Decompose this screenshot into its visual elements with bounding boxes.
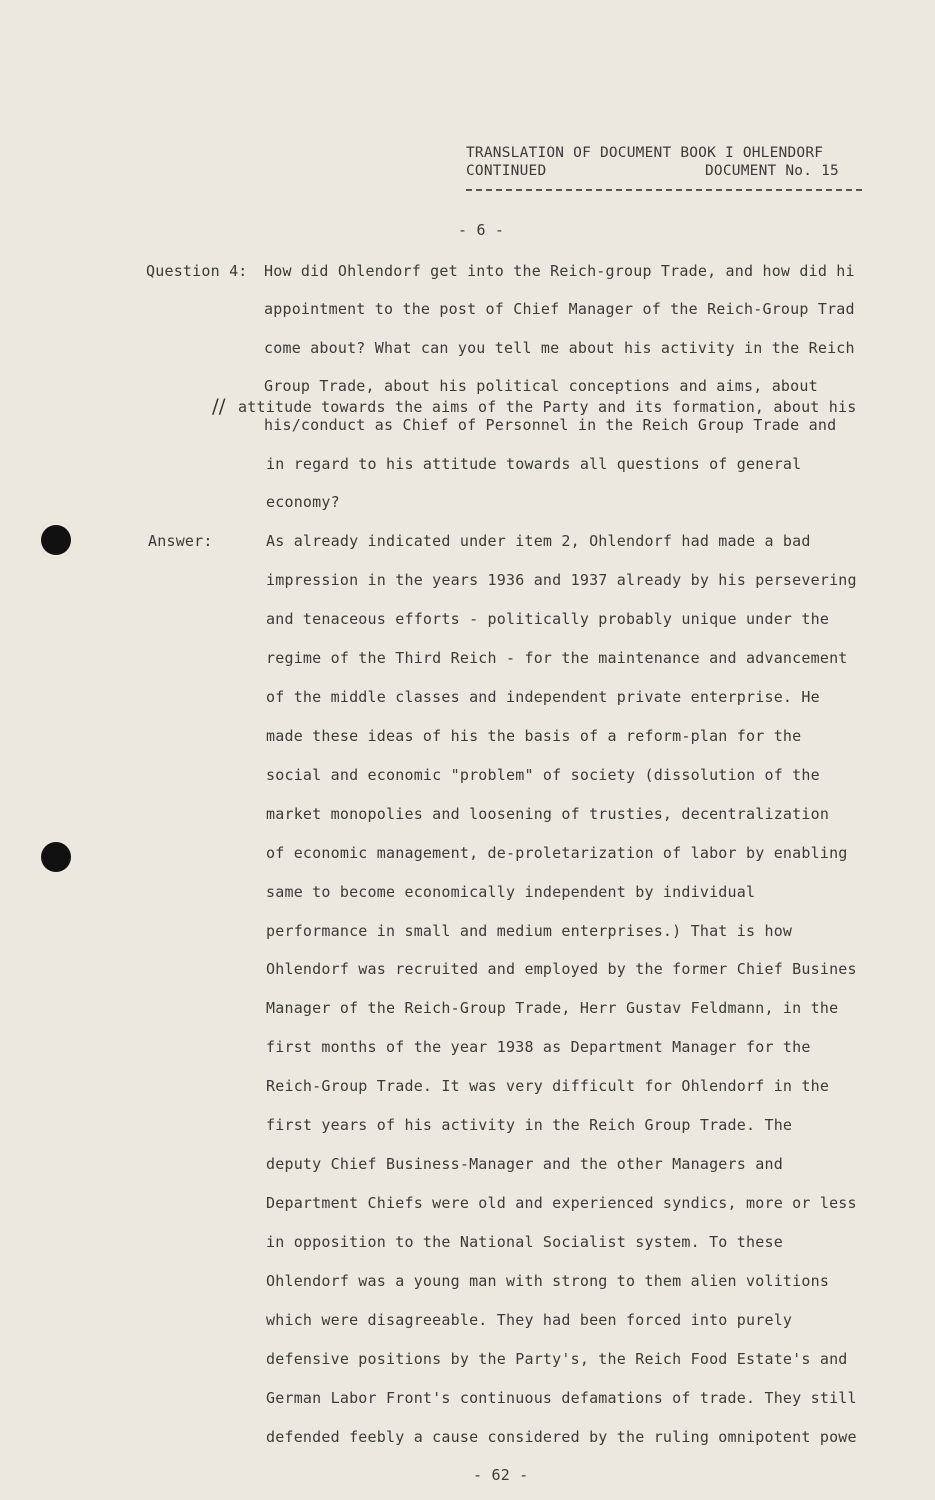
answer-line: defensive positions by the Party's, the Reich Food Estate's and <box>266 1349 848 1368</box>
answer-line: which were disagreeable. They had been forced into purely <box>266 1311 793 1329</box>
answer-line: deputy Chief Business-Manager and the other Managers and <box>266 1155 783 1174</box>
answer-line: and tenaceous efforts - politically probably unique under the <box>266 609 830 628</box>
question-line: Group Trade, about his political conceptions and aims, about <box>264 377 818 395</box>
margin-mark: // <box>212 394 226 418</box>
answer-line: of economic management, de-proletarization of labor by enabling <box>266 843 848 862</box>
answer-line: social and economic "problem" of society (dissolution of the <box>266 765 820 784</box>
answer-line: Reich-Group Trade. It was very difficult for Ohlendorf in the <box>266 1077 830 1096</box>
answer-line: impression in the years 1936 and 1937 already by his persevering <box>266 570 857 589</box>
footer-page-number: - 62 - <box>473 1466 529 1484</box>
answer-line: defended feebly a cause considered by the ruling omnipotent powe <box>266 1427 857 1446</box>
header-continued: CONTINUED <box>466 163 547 179</box>
answer-line: As already indicated under item 2, Ohlendorf had made a bad <box>266 532 811 550</box>
header-document-number: DOCUMENT No. 15 <box>705 163 839 179</box>
answer-line: performance in small and medium enterprises.) That is how <box>266 921 793 940</box>
answer-line: market monopolies and loosening of trusties, decentralization <box>266 804 830 823</box>
question-line: economy? <box>266 493 340 511</box>
question-line: How did Ohlendorf get into the Reich-group Trade, and how did hi <box>264 262 855 280</box>
question-line: attitude towards the aims of the Party and its formation, about his <box>238 398 857 416</box>
header-title: TRANSLATION OF DOCUMENT BOOK I OHLENDORF <box>466 145 824 161</box>
answer-line: made these ideas of his the basis of a reform-plan for the <box>266 726 802 745</box>
answer-line: first months of the year 1938 as Department Manager for the <box>266 1038 811 1057</box>
punch-hole <box>41 525 71 555</box>
answer-line: first years of his activity in the Reich Group Trade. The <box>266 1116 793 1135</box>
answer-line: Ohlendorf was a young man with strong to them alien volitions <box>266 1272 830 1291</box>
answer-line: German Labor Front's continuous defamations of trade. They still <box>266 1388 857 1407</box>
answer-line: Ohlendorf was recruited and employed by the former Chief Busines <box>266 960 857 979</box>
header-rule <box>466 189 862 191</box>
answer-line: in opposition to the National Socialist system. To these <box>266 1233 783 1252</box>
question-line: his/conduct as Chief of Personnel in the Reich Group Trade and <box>264 416 837 434</box>
answer-line: of the middle classes and independent private enterprise. He <box>266 687 820 706</box>
question-line: come about? What can you tell me about his activity in the Reich <box>264 339 855 357</box>
page-number: - 6 - <box>458 221 505 239</box>
answer-label: Answer: <box>148 532 213 550</box>
answer-line: Department Chiefs were old and experienced syndics, more or less <box>266 1194 857 1213</box>
question-line: in regard to his attitude towards all questions of general <box>266 455 802 473</box>
answer-line: same to become economically independent by individual <box>266 882 756 901</box>
question-label: Question 4: <box>146 262 248 280</box>
answer-line: regime of the Third Reich - for the maintenance and advancement <box>266 648 848 667</box>
answer-line: Manager of the Reich-Group Trade, Herr Gustav Feldmann, in the <box>266 999 839 1018</box>
punch-hole <box>41 842 71 872</box>
question-line: appointment to the post of Chief Manager of the Reich-Group Trad <box>264 300 855 318</box>
